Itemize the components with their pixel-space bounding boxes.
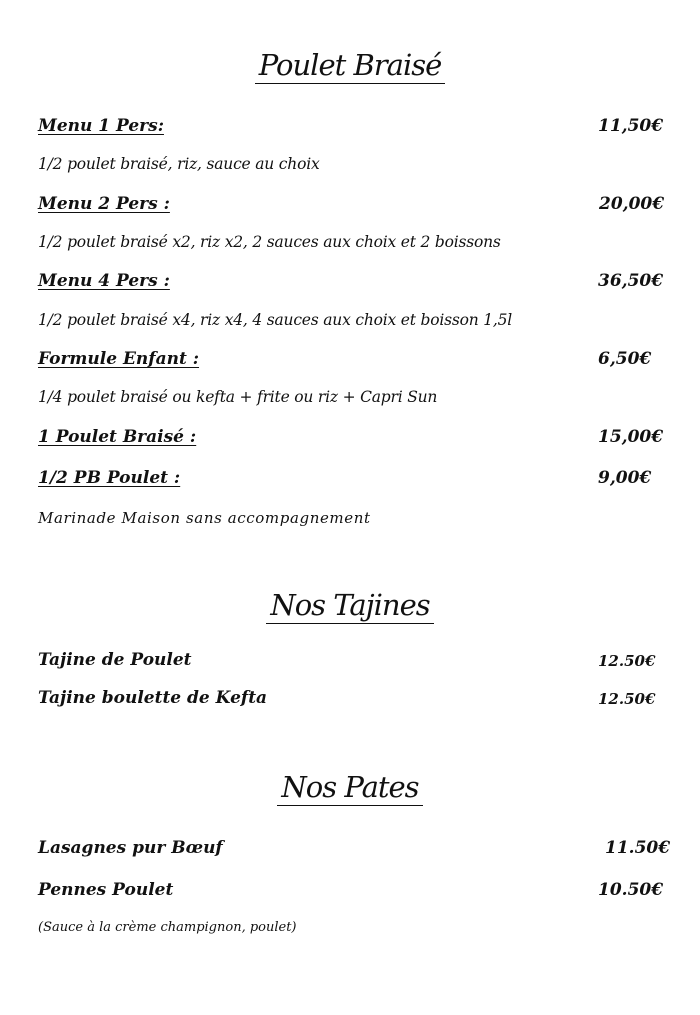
item-description: Marinade Maison sans accompagnement [38, 509, 371, 527]
item-description: 1/2 poulet braisé, riz, sauce au choix [38, 155, 320, 173]
item-name: Lasagnes pur Bœuf [38, 838, 223, 858]
menu-item-formule-enfant [38, 349, 668, 375]
item-name: Menu 1 Pers: [38, 116, 164, 136]
item-price: 12.50€ [598, 652, 656, 670]
item-price: 6,50€ [598, 349, 652, 369]
item-price: 11.50€ [605, 838, 671, 858]
sauce-note: (Sauce à la crème champignon, poulet) [38, 920, 297, 935]
item-description: 1/2 poulet braisé x4, riz x4, 4 sauces aux choix et boisson 1,5l [38, 311, 513, 329]
menu-item-half-pb-poulet [38, 468, 668, 494]
item-price: 9,00€ [598, 468, 652, 488]
menu-item-menu-1-pers [38, 116, 668, 142]
menu-item-tajine-poulet [38, 650, 668, 676]
section-title-nos-pates [0, 770, 700, 806]
menu-item-1-poulet-braise [38, 427, 668, 453]
item-name: Pennes Poulet [38, 880, 174, 900]
menu-item-menu-4-pers [38, 271, 668, 297]
menu-item-menu-2-pers [38, 194, 668, 220]
menu-item-pennes-poulet [38, 880, 668, 906]
item-price: 11,50€ [598, 116, 664, 136]
menu-item-tajine-kefta [38, 688, 668, 714]
item-name: 1/2 PB Poulet : [38, 468, 181, 488]
item-price: 10.50€ [598, 880, 664, 900]
item-name: Tajine boulette de Kefta [38, 688, 268, 708]
item-name: Formule Enfant : [38, 349, 200, 369]
section-title-text: Nos Pates [277, 772, 422, 806]
item-price: 15,00€ [598, 427, 664, 447]
item-price: 20,00€ [599, 194, 665, 214]
section-title-poulet-braise [0, 48, 700, 84]
item-price: 36,50€ [598, 271, 664, 291]
section-title-nos-tajines [0, 588, 700, 624]
section-title-text: Nos Tajines [266, 590, 433, 624]
item-price: 12.50€ [598, 690, 656, 708]
item-description: 1/2 poulet braisé x2, riz x2, 2 sauces aux choix et 2 boissons [38, 233, 501, 251]
item-name: Menu 4 Pers : [38, 271, 170, 291]
item-name: Tajine de Poulet [38, 650, 192, 670]
item-name: Menu 2 Pers : [38, 194, 170, 214]
item-description: 1/4 poulet braisé ou kefta + frite ou riz + Capri Sun [38, 388, 438, 406]
menu-item-lasagnes [38, 838, 671, 864]
section-title-text: Poulet Braisé [255, 50, 446, 84]
item-name: 1 Poulet Braisé : [38, 427, 197, 447]
